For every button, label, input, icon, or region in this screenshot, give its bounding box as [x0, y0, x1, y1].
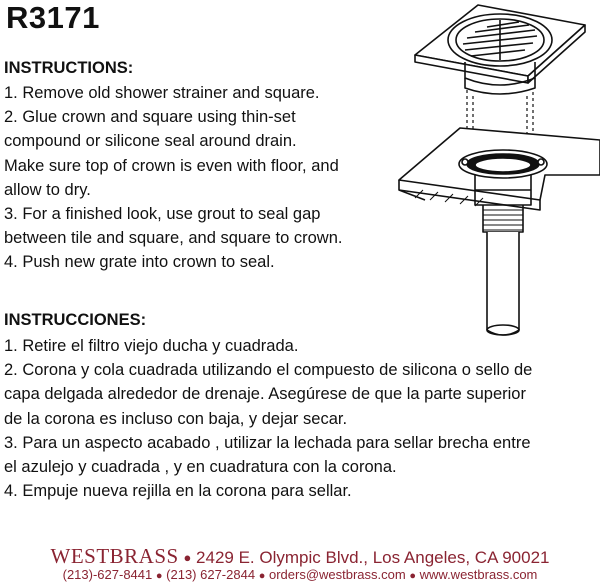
instruccion-line: 2. Corona y cola cuadrada utilizando el compuesto de silicona o sello de — [4, 361, 533, 380]
instruction-line: Make sure top of crown is even with floor, and — [4, 156, 339, 175]
phone-number: (213)-627-8441 — [62, 567, 153, 582]
instruccion-line: el azulejo y cuadrada , y en cuadratura con la corona. — [4, 458, 397, 477]
email-link[interactable]: orders@westbrass.com — [268, 567, 406, 582]
instruccion-line: 3. Para un aspecto acabado , utilizar la lechada para sellar brecha entre — [4, 433, 531, 452]
instruccion-line: 1. Retire el filtro viejo ducha y cuadrada. — [4, 337, 299, 355]
separator-bullet: ● — [183, 550, 192, 565]
drain-assembly-illustration — [395, 0, 600, 345]
instruction-line: 3. For a finished look, use grout to seal gap — [4, 205, 321, 224]
website-link[interactable]: www.westbrass.com — [419, 567, 538, 582]
instruccion-line: 4. Empuje nueva rejilla en la corona para sellar. — [4, 482, 352, 501]
instrucciones-heading: INSTRUCCIONES: — [4, 311, 147, 329]
fax-number: (213) 627-2844 — [166, 567, 256, 582]
separator-bullet: ● — [155, 570, 163, 582]
instruction-line: compound or silicone seal around drain. — [4, 132, 297, 151]
instruction-line: between tile and square, and square to crown. — [4, 229, 343, 248]
instruccion-line: capa delgada alrededor de drenaje. Asegúrese de que la parte superior — [4, 385, 526, 404]
footer-address-line — [0, 544, 600, 569]
brand-logo: WESTBRASS — [50, 544, 179, 568]
instructions-list — [4, 81, 342, 275]
footer-contact-line — [0, 567, 600, 582]
instructions-heading: INSTRUCTIONS: — [4, 59, 134, 77]
instruction-line: 1. Remove old shower strainer and square. — [4, 84, 320, 102]
separator-bullet: ● — [258, 570, 266, 582]
instrucciones-list — [4, 334, 532, 503]
instruction-line: 2. Glue crown and square using thin-set — [4, 108, 296, 127]
separator-bullet: ● — [409, 570, 416, 582]
company-address: 2429 E. Olympic Blvd., Los Angeles, CA 90021 — [196, 548, 550, 567]
instruction-line: allow to dry. — [4, 180, 91, 199]
instruccion-line: de la corona es incluso con baja, y dejar secar. — [4, 409, 348, 428]
model-number: R3171 — [6, 0, 100, 35]
instruction-line: 4. Push new grate into crown to seal. — [4, 253, 275, 272]
